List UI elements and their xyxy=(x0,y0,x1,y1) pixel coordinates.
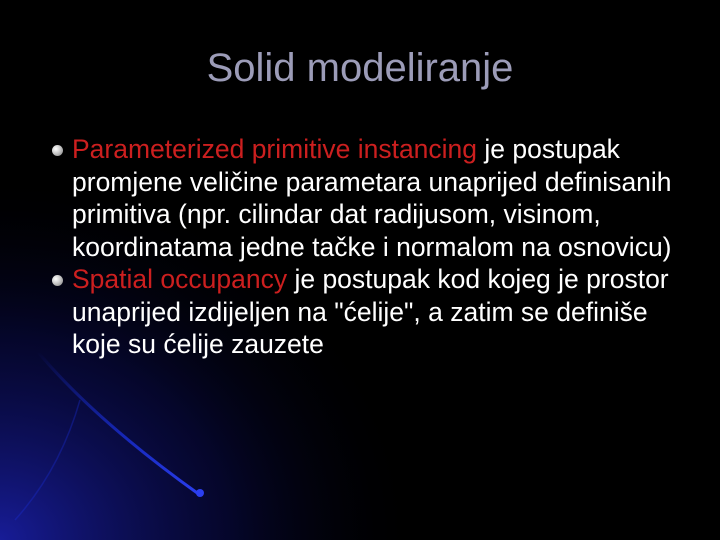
bullet-text: je postupak kod kojeg je prostor unaprijed izdijeljen na "ćelije", a zatim se definiše koje su ćelije zauzete xyxy=(72,264,669,359)
highlighted-term: Parameterized primitive instancing xyxy=(72,134,478,164)
bullet-item xyxy=(52,133,692,263)
orb-dot xyxy=(196,489,204,497)
slide-title: Solid modeliranje xyxy=(206,46,514,90)
bullet-text: je postupak promjene veličine parametara unaprijed definisanih primitiva (npr. cilindar dat radijusom, visinom, koordinatama jedne tačke i normalom na osnovicu) xyxy=(72,134,672,262)
bullet-list xyxy=(52,133,692,361)
bullet-item xyxy=(52,263,692,361)
highlighted-term: Spatial occupancy xyxy=(72,264,288,294)
bullet-dot-icon xyxy=(52,145,63,156)
bullet-dot-icon xyxy=(52,275,63,286)
